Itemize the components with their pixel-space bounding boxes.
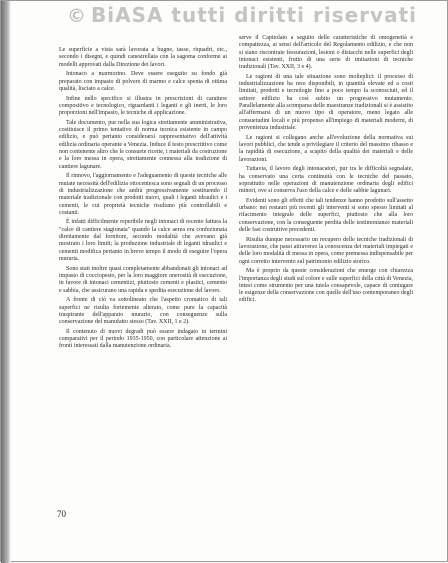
paragraph: Risulta dunque necessario un recupero delle tecniche tradizionali di lavorazione, che passi attraverso la conoscenza dei materiali impiegati e delle loro modalità di messa in opera, come premessa indispensabile per ogni corretto intervento sul patrimonio edilizio storico.: [239, 236, 413, 265]
paragraph: A fronte di ciò va sottolineato che l'aspetto cromatico di tali superfici ne risulta fortemente alterato, come pure la capacità traspirante dell'apparato murario, con conseguenze sulla conservazione del manufatto stesso (Tav. XXII, 1 e 2).: [59, 297, 227, 326]
left-text-column: [59, 47, 227, 353]
paragraph: Intonaco a marmorino. Deve essere eseguito su fondo già preparato con impasto di polvere di marmo e calce spenta di ottima qualità, lisciato a calce.: [59, 71, 227, 92]
paragraph: Infine nello specifico si illustra in prescrizioni di carattere compositivo e tecnologico, riguardanti i leganti e gli inerti, le loro proporzioni nell'impasto, le tecniche di applicazione.: [59, 95, 227, 117]
paragraph: Le ragioni di una tale situazione sono molteplici: il processo di industrializzazione ha reso disponibili, in quantità elevate ed a costi limitati, prodotti e tecnologie fino a poco tempo fa sconosciuti, ed il settore edilizio ha così subito un progressivo mutamento. Parallelamente alla scomparsa delle maestranze tradizionali si è assistito all'affermarsi di un nuovo tipo di operatore, meno legato alle consuetudini locali e più propenso all'impiego di materiali moderni, di provenienza industriale.: [239, 73, 413, 131]
paragraph: È infatti difficilmente reperibile negli intonaci di recente fattura la "calce di cantiere stagionata" quando la calce aerea era confezionata direttamente dal fornitore, secondo modalità che avevano già mostrato i loro limiti; la produzione industriale di leganti idraulici e cementi modifica pertanto in breve tempo il modo di eseguire l'opera muraria.: [59, 219, 227, 262]
watermark: [67, 3, 439, 27]
paragraph: Le ragioni si collegano anche all'evoluzione della normativa sui lavori pubblici, che tende a privilegiare il criterio del massimo ribasso e la rapidità di esecuzione, a scapito della qualità dei materiali e delle lavorazioni.: [239, 134, 413, 163]
paragraph: Ma è proprio da queste considerazioni che emerge con chiarezza l'importanza degli studi sul colore e sulle superfici della città di Venezia, intesi come strumento per una tutela consapevole, capace di coniugare le esigenze della conservazione con quelle dell'uso contemporaneo degli edifici.: [239, 268, 413, 304]
paragraph: Sono stati inoltre quasi completamente abbandonati gli intonaci ad impasto di cocciopesto, per la loro maggiore onerosità di esecuzione, in favore di intonaci cementizi, piuttosto cementi e plastici, cemento e sabbia, che assicurano una rapida e spedita esecuzione del lavoro.: [59, 265, 227, 294]
watermark-text: BiASA tutti diritti riservati: [91, 3, 417, 27]
paragraph: Le superficie a vista sarà lavorata a bugne, tasse, riquadri, etc., secondo i disegni, e quindi canestrellata con la sagoma conforme ai modelli approvati dalla Direzione dei lavori.: [59, 47, 227, 68]
paragraph: Tuttavia, il lavoro degli intonacatori, pur tra le difficoltà segnalate, ha conservato una certa continuità con le tecniche del passato, soprattutto nelle operazioni di manutenzione ordinaria degli edifici minori, ove si conserva l'uso della calce e delle sabbie lagunari.: [239, 166, 413, 195]
right-text-column: [239, 35, 413, 307]
paragraph: Evidenti sono gli effetti che tali tendenze hanno prodotto sull'assetto urbano: nei restauri più recenti gli interventi si sono spesso limitati al rifacimento integrale delle superfici, piuttosto che alla loro conservazione, con la conseguente perdita delle testimonianze materiali delle fasi costruttive precedenti.: [239, 197, 413, 233]
paragraph: serve il Capitolato a seguito delle caratteristiche di omogeneità e compattezza, ai sensi dell'articolo del Regolamento edilizio, e che non si siano riscontrate fessurazioni, lesioni o distacchi nelle superfici degli intonaci esistenti, frutto di una serie di imitazioni di tecniche tradizionali (Tav. XXII, 3 e 4).: [239, 35, 413, 71]
page-number: 70: [57, 509, 66, 519]
paragraph: Il contenuto di nuovi degradi può essere indagato in termini comparativi per il periodo 1935-1950, con particolare attenzione ai fronti interessati dalla manutenzione ordinaria.: [59, 328, 227, 350]
paragraph: Tale documento, pur nella sua logica strettamente amministrativa, costituisce il primo tentativo di norma tecnica esistente in campo edilizio, e può pertanto considerarsi rappresentativo dell'attività edilizia ordinaria operante a Venezia. Induce il testo prescrittivo come non contenente altro che le consuete ricette, i materiali da costruzione e la loro messa in opera, strettamente connessa alla tradizione di cantiere lagunare.: [59, 119, 227, 170]
paragraph: Il rinnovo, l'aggiornamento e l'adeguamento di queste tecniche alle mutate necessità dell'edilizia ottocentesca sono segnali di un processo di industrializzazione che andrà progressivamente sostituendo il materiale tradizionale con prodotti nuovi, quali i leganti idraulici e i cementi, le cui proprietà tecniche risultano più controllabili e costanti.: [59, 173, 227, 216]
page-binding-shadow: [1, 1, 11, 563]
library-seal-icon: ©: [67, 5, 87, 27]
